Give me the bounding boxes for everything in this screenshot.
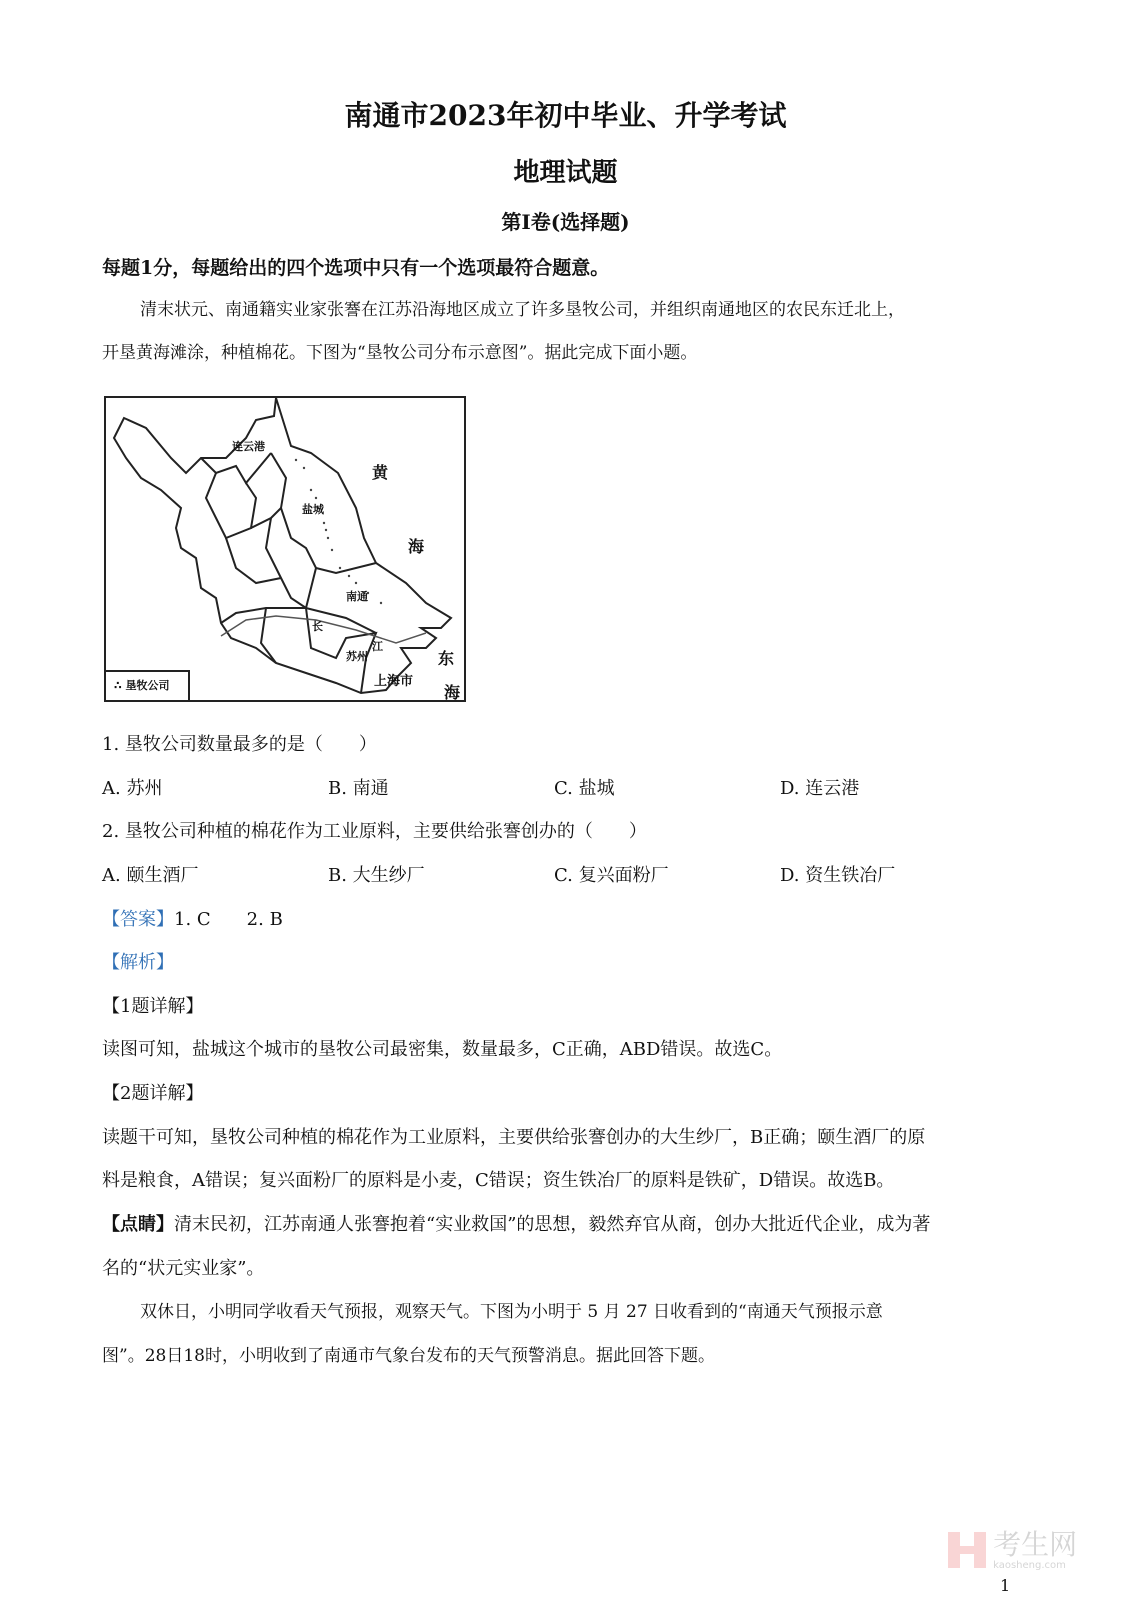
map-legend bbox=[106, 670, 190, 700]
detail-1-label: 【1题详解】 bbox=[102, 996, 204, 1017]
city-label-lianyungang: 连云港 bbox=[232, 440, 265, 453]
question-1-option-d: D. 连云港 bbox=[780, 778, 860, 799]
kaosheng-watermark bbox=[948, 1530, 1077, 1572]
answer-line bbox=[102, 908, 283, 932]
river-label-jiang: 江 bbox=[372, 640, 383, 653]
question-2-option-a: A. 颐生酒厂 bbox=[102, 865, 199, 886]
sea-label-dong: 东 bbox=[438, 649, 455, 668]
question-2-option-c: C. 复兴面粉厂 bbox=[554, 865, 669, 886]
analysis-label: 【解析】 bbox=[102, 952, 174, 973]
question-1-option-a: A. 苏州 bbox=[102, 778, 163, 799]
question-1-stem: 1. 垦牧公司数量最多的是（ ） bbox=[102, 734, 377, 755]
answer-text: 1. C 2. B bbox=[174, 909, 283, 930]
document-title: 南通市2023年初中毕业、升学考试 bbox=[344, 99, 787, 132]
sea-label-huang: 黄 bbox=[372, 463, 389, 482]
answer-label: 【答案】 bbox=[102, 909, 174, 930]
city-label-suzhou: 苏州 bbox=[346, 650, 368, 663]
intro-line-2: 开垦黄海滩涂，种植棉花。下图为“垦牧公司分布示意图”。据此完成下面小题。 bbox=[102, 343, 698, 363]
dots-icon: ∴ bbox=[114, 679, 126, 692]
reclamation-company-map bbox=[104, 396, 466, 702]
detail-2-line-2: 料是粮食，A错误；复兴面粉厂的原料是小麦，C错误；资生铁冶厂的原料是铁矿，D错误。故选B。 bbox=[102, 1170, 895, 1191]
intro-line-1: 清末状元、南通籍实业家张謇在江苏沿海地区成立了许多垦牧公司，并组织南通地区的农民东迁北上， bbox=[140, 300, 905, 320]
note-label: 【点睛】 bbox=[102, 1214, 174, 1235]
question-1-option-b: B. 南通 bbox=[328, 778, 389, 799]
note-line-1 bbox=[102, 1213, 930, 1237]
detail-2-line-1: 读题干可知，垦牧公司种植的棉花作为工业原料，主要供给张謇创办的大生纱厂，B正确；颐生酒厂的原 bbox=[102, 1127, 926, 1148]
section-heading: 第Ⅰ卷(选择题) bbox=[501, 210, 630, 234]
city-label-shanghai: 上海市 bbox=[374, 674, 414, 689]
watermark-en: kaosheng.com bbox=[993, 1560, 1066, 1571]
document-subtitle: 地理试题 bbox=[513, 158, 618, 188]
city-label-yancheng: 盐城 bbox=[302, 503, 324, 516]
legend-label: 垦牧公司 bbox=[125, 679, 170, 692]
sea-label-hai-1: 海 bbox=[408, 537, 425, 556]
detail-1-text: 读图可知，盐城这个城市的垦牧公司最密集，数量最多，C正确，ABD错误。故选C。 bbox=[102, 1039, 783, 1060]
sea-label-hai-2: 海 bbox=[444, 683, 461, 702]
note-line-2: 名的“状元实业家”。 bbox=[102, 1258, 265, 1279]
note-text: 清末民初，江苏南通人张謇抱着“实业救国”的思想，毅然弃官从商，创办大批近代企业，成为著 bbox=[174, 1214, 931, 1235]
question-1-option-c: C. 盐城 bbox=[554, 778, 615, 799]
watermark-cn: 考生网 bbox=[993, 1528, 1078, 1561]
question-2-option-d: D. 资生铁冶厂 bbox=[780, 865, 896, 886]
river-label-chang: 长 bbox=[312, 620, 323, 633]
intro2-line-1: 双休日，小明同学收看天气预报，观察天气。下图为小明于 5 月 27 日收看到的“南通天气预报示意 bbox=[140, 1302, 883, 1322]
city-label-nantong: 南通 bbox=[346, 590, 368, 603]
question-2-option-b: B. 大生纱厂 bbox=[328, 865, 425, 886]
detail-2-label: 【2题详解】 bbox=[102, 1083, 204, 1104]
intro2-line-2: 图”。28日18时，小明收到了南通市气象台发布的天气预警消息。据此回答下题。 bbox=[102, 1346, 715, 1366]
page-number: 1 bbox=[1000, 1576, 1011, 1595]
instruction: 每题1分，每题给出的四个选项中只有一个选项最符合题意。 bbox=[102, 257, 610, 279]
question-2-stem: 2. 垦牧公司种植的棉花作为工业原料，主要供给张謇创办的（ ） bbox=[102, 821, 647, 842]
kaosheng-logo-icon bbox=[948, 1530, 988, 1570]
